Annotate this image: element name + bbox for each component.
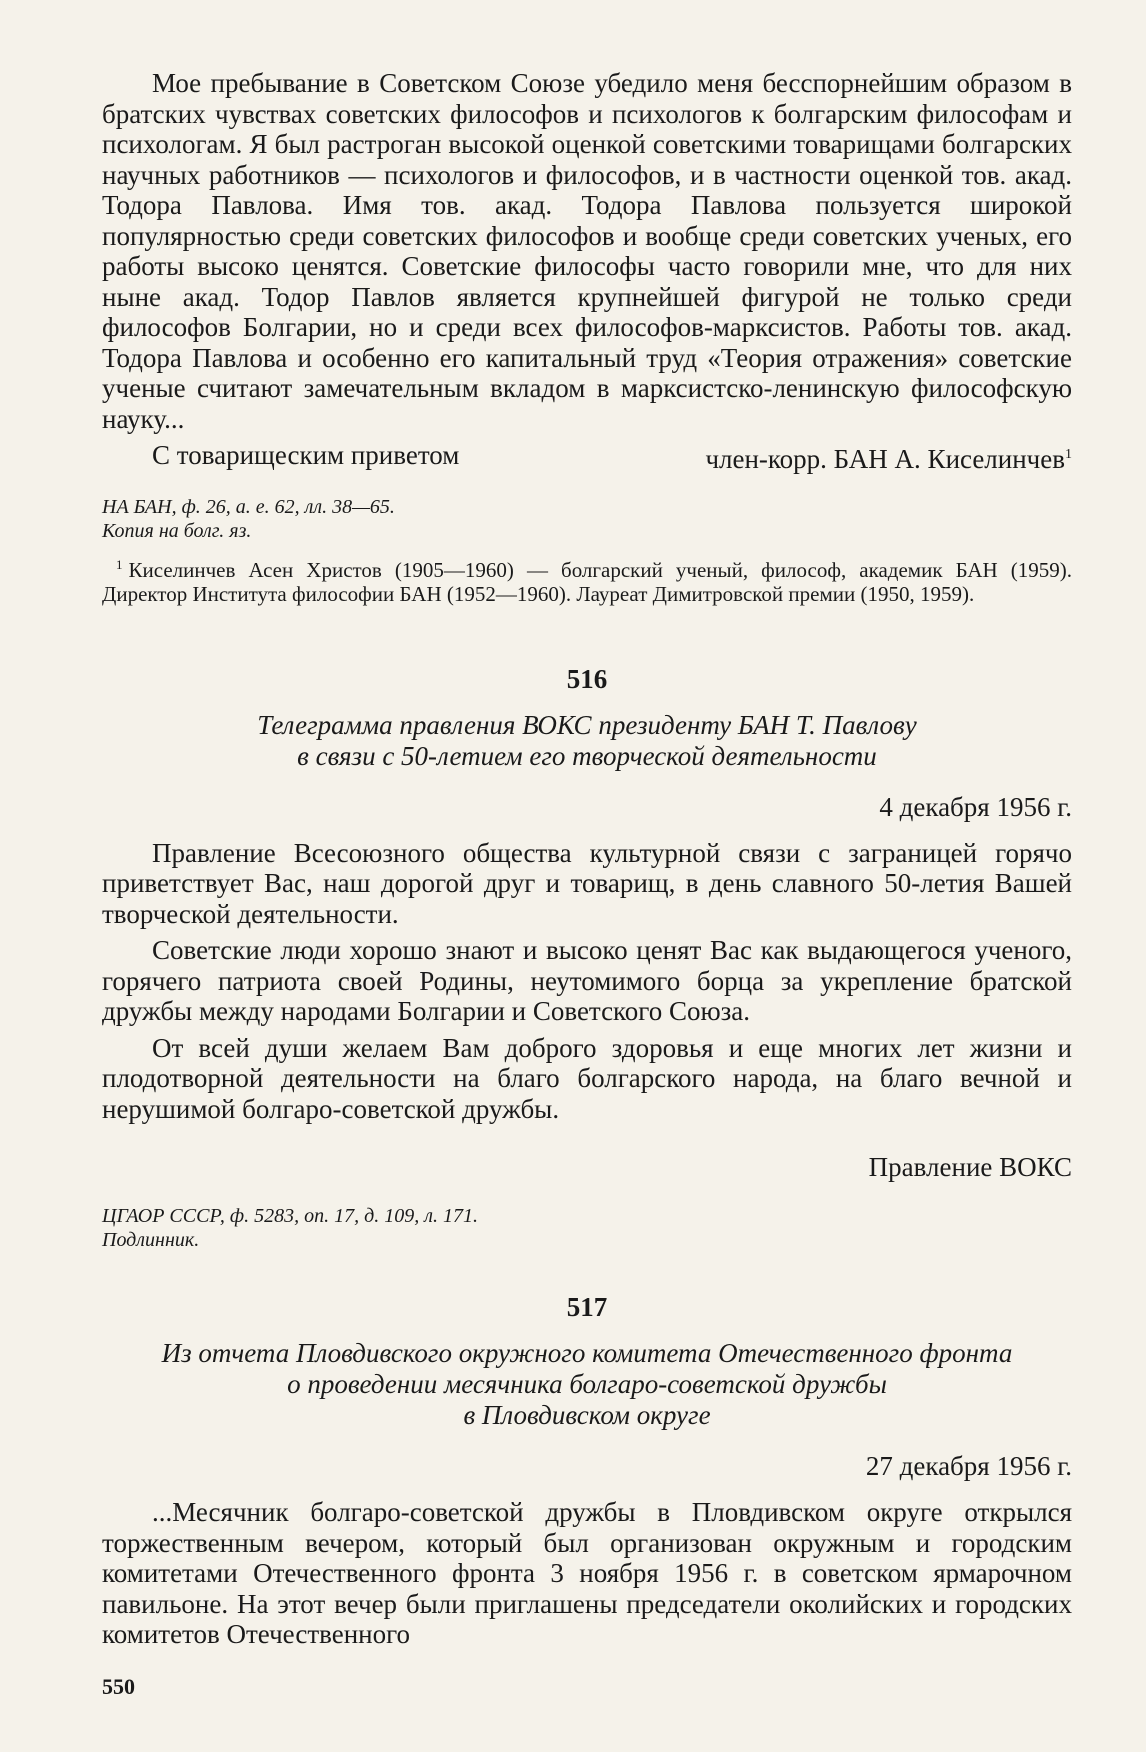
signature-signer (705, 440, 1072, 475)
doc-title-517-line1: Из отчета Пловдивского окружного комитета Отечественного фронта (161, 1338, 1013, 1368)
letter-signature (102, 440, 1072, 475)
document-page (102, 68, 1072, 1650)
source-note: Копия на болг. яз. (102, 519, 252, 542)
letter-paragraph: Мое пребывание в Советском Союзе убедило меня бесспорнейшим образом в братских чувствах советских философов и психологов к болгарским философам и психологам. Я был растроган высокой оценкой советскими товарищами болгарских научных работников — психологов и философов, и в частности оценкой тов. акад. Тодора Павлова. Имя тов. акад. Тодора Павлова пользуется широкой популярностью среди советских философов и вообще среди советских ученых, его работы высоко ценятся. Советские философы часто говорили мне, что для них ныне акад. Тодор Павлов является крупнейшей фигурой не только среди философов Болгарии, но и среди всех философов-марксистов. Работы тов. акад. Тодора Павлова и особенно его капитальный труд «Теория отражения» советские ученые считают замечательным вкладом в марксистско-ленинскую философскую науку... (102, 68, 1072, 434)
page-number: 550 (102, 1674, 135, 1699)
doc-date-517: 27 декабря 1956 г. (865, 1451, 1072, 1481)
doc-title-516-line1: Телеграмма правления ВОКС президенту БАН Т. Павлову (257, 709, 917, 740)
source-block-516 (102, 1204, 1072, 1252)
source-block-1 (102, 495, 1072, 543)
source-archive-516: ЦГАОР СССР, ф. 5283, оп. 17, д. 109, л. 171. (102, 1205, 478, 1227)
doc-date-516: 4 декабря 1956 г. (879, 791, 1072, 822)
doc-number-517: 517 (566, 1292, 608, 1322)
source-archive: НА БАН, ф. 26, а. е. 62, лл. 38—65. (102, 495, 395, 518)
source-note-516: Подлинник. (102, 1229, 200, 1251)
footnote-text: Киселинчев Асен Христов (1905—1960) — болгарский ученый, философ, академик БАН (1959). Директор Института философии БАН (1952—1960). Лауреат Димитровской премии (1950, 1959). (102, 557, 1072, 606)
doc-title-517 (102, 1338, 1072, 1431)
telegram-paragraph-2: Советские люди хорошо знают и высоко ценят Вас как выдающегося ученого, горячего патриота своей Родины, неутомимого борца за укрепление братской дружбы между народами Болгарии и Советского Союза. (102, 935, 1072, 1026)
report-paragraph: ...Месячник болгаро-советской дружбы в Пловдивском округе открылся торжественным вечером, который был организован окружным и городским комитетами Отечественного фронта 3 ноября 1956 г. в советском ярмарочном павильоне. На этот вечер были приглашены председатели околийских и городских комитетов Отечественного (102, 1497, 1072, 1649)
doc-number-516: 516 (566, 663, 608, 694)
telegram-paragraph-1: Правление Всесоюзного общества культурной связи с заграницей горячо приветствует Вас, наш дорогой друг и товарищ, в день славного 50-летия Вашей творческой деятельности. (102, 837, 1072, 929)
signature-greeting: С товарищеским приветом (152, 440, 460, 470)
doc-title-516-line2: в связи с 50-летием его творческой деятельности (297, 740, 877, 771)
footnote (102, 553, 1072, 606)
telegram-signature: Правление ВОКС (868, 1152, 1072, 1182)
doc-title-516 (102, 710, 1072, 772)
footnote-marker: 1 (116, 556, 123, 572)
footnote-ref: 1 (1065, 447, 1072, 462)
signer-name: член-корр. БАН А. Киселинчев (705, 444, 1065, 474)
telegram-paragraph-3: От всей души желаем Вам доброго здоровья и еще многих лет жизни и плодотворной деятельности на благо болгарского народа, на благо вечной и нерушимой болгаро-советской дружбы. (102, 1032, 1072, 1124)
doc-title-517-line2: о проведении месячника болгаро-советской дружбы (287, 1369, 887, 1399)
footnote-body (102, 553, 1072, 606)
doc-title-517-line3: в Пловдивском округе (463, 1400, 711, 1430)
